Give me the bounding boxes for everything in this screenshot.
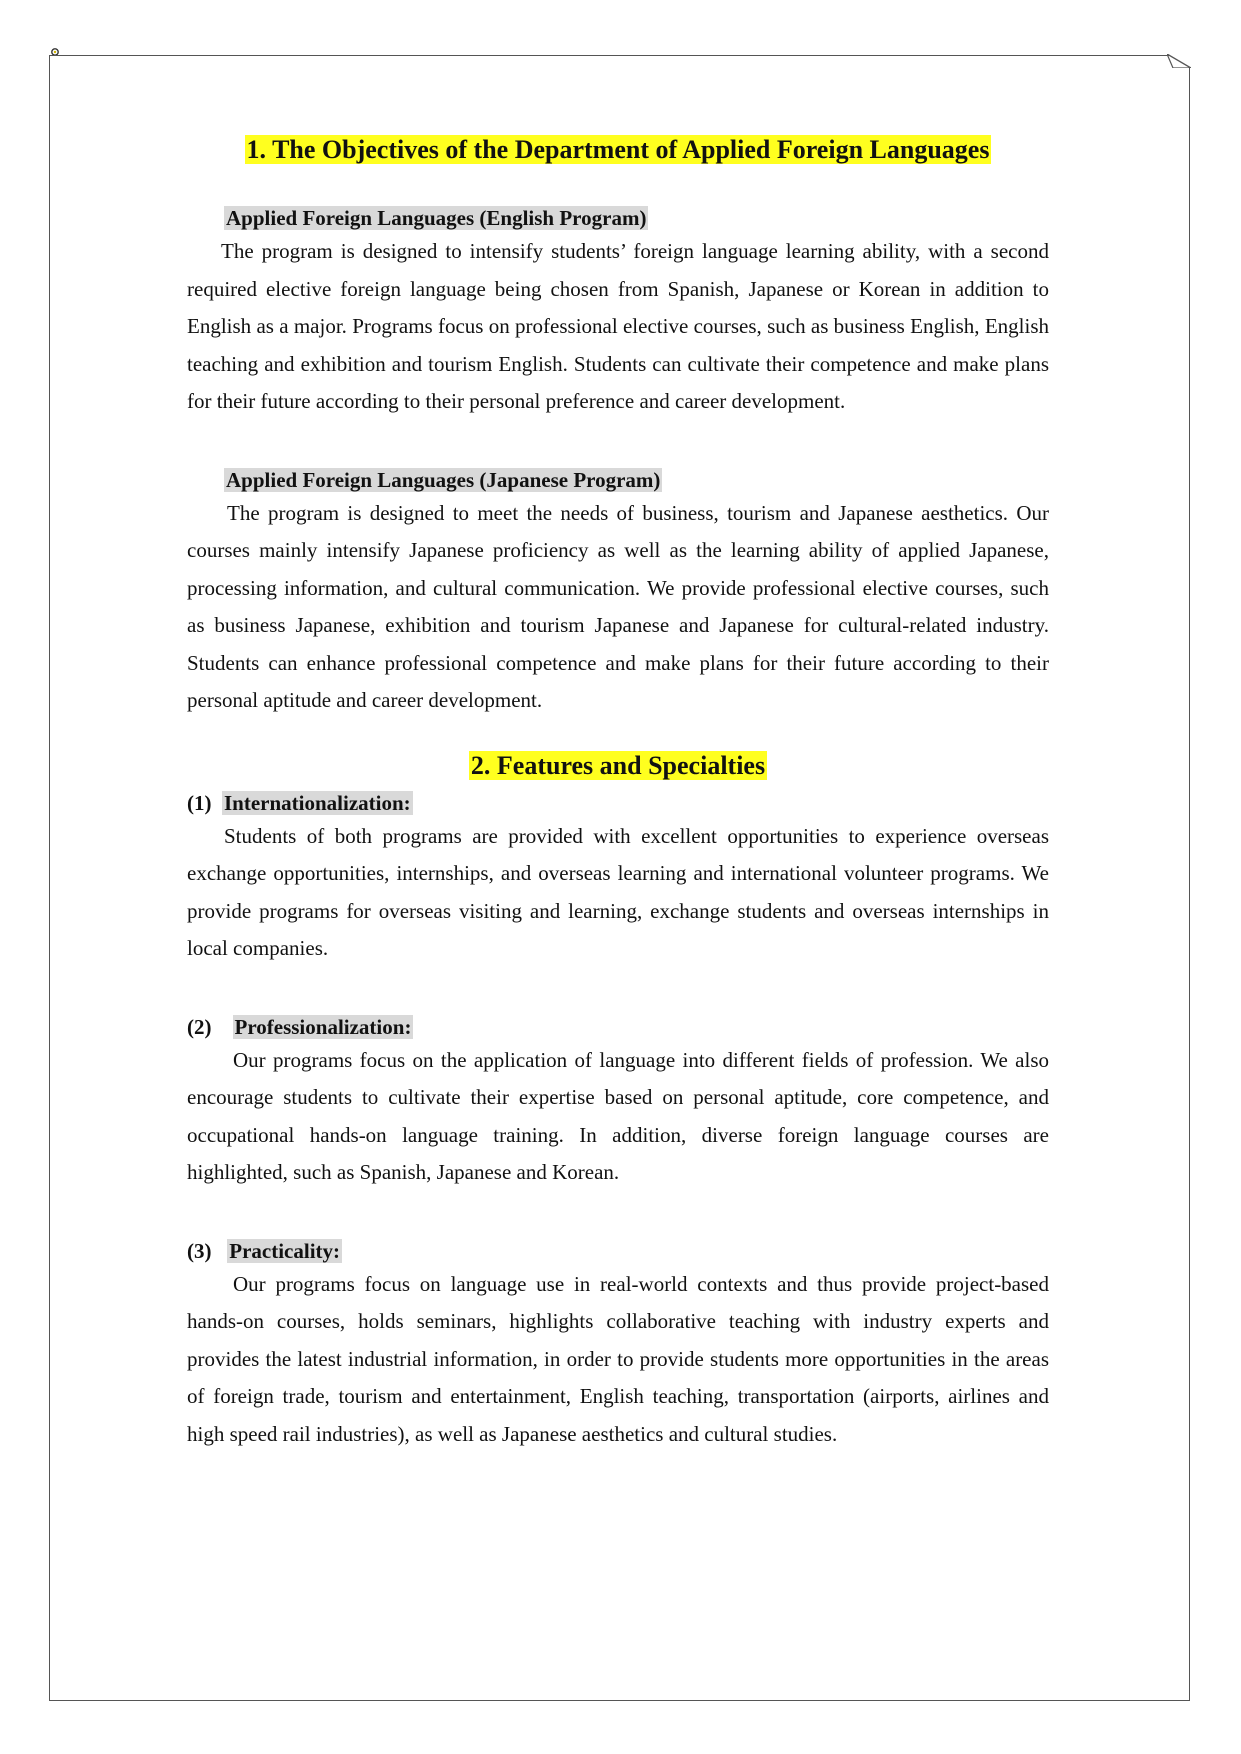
section2-heading-text: 2. Features and Specialties [470, 750, 766, 780]
feature-2-title: (2) Professionalization: [187, 1014, 412, 1039]
section1-heading-text: 1. The Objectives of the Department of Applied Foreign Languages [246, 135, 990, 164]
feature-1-body: Students of both programs are provided with excellent opportunities to experience overseas exchange opportunities, internships, and overseas learning and international volunteer programs. We provide programs for overseas visiting and learning, exchange students and overseas internships in local companies. [187, 823, 1049, 960]
section2-heading [187, 746, 1049, 786]
page-corner-fold-icon [1167, 54, 1191, 68]
feature-2-body: Our programs focus on the application of language into different fields of profession. We also encourage students to cultivate their expertise based on personal aptitude, core competence, and occupational hands-on language training. In addition, diverse foreign language courses are highlighted, such as Spanish, Japanese and Korean. [187, 1047, 1049, 1184]
japanese-program-title: Applied Foreign Languages (Japanese Program) [226, 467, 661, 492]
english-program-body: The program is designed to intensify students’ foreign language learning ability, with a second required elective foreign language being chosen from Spanish, Japanese or Korean in addition to English as a major. Programs focus on professional elective courses, such as business English, English teaching and exhibition and tourism English. Students can cultivate their competence and make plans for their future according to their personal preference and career development. [187, 239, 1049, 413]
feature-3-body: Our programs focus on language use in real-world contexts and thus provide project-based hands-on courses, holds seminars, highlights collaborative teaching with industry experts and provides the latest industrial information, in order to provide students more opportunities in the areas of foreign trade, tourism and entertainment, English teaching, transportation (airports, airlines and high speed rail industries), as well as Japanese aesthetics and cultural studies. [187, 1271, 1049, 1446]
japanese-program-body: The program is designed to meet the needs of business, tourism and Japanese aesthetics. Our courses mainly intensify Japanese proficiency as well as the learning ability of applied Japanese, processing information, and cultural communication. We provide professional elective courses, such as business Japanese, exhibition and tourism Japanese and Japanese for cultural-related industry. Students can enhance professional competence and make plans for their future according to their personal aptitude and career development. [187, 500, 1049, 712]
feature-3-title: (3) Practicality: [187, 1238, 341, 1263]
section1-heading [187, 130, 1049, 170]
english-program-title: Applied Foreign Languages (English Program) [226, 206, 647, 230]
feature-1-title: (1) Internationalization: [187, 790, 411, 815]
document-body [187, 130, 1049, 1453]
